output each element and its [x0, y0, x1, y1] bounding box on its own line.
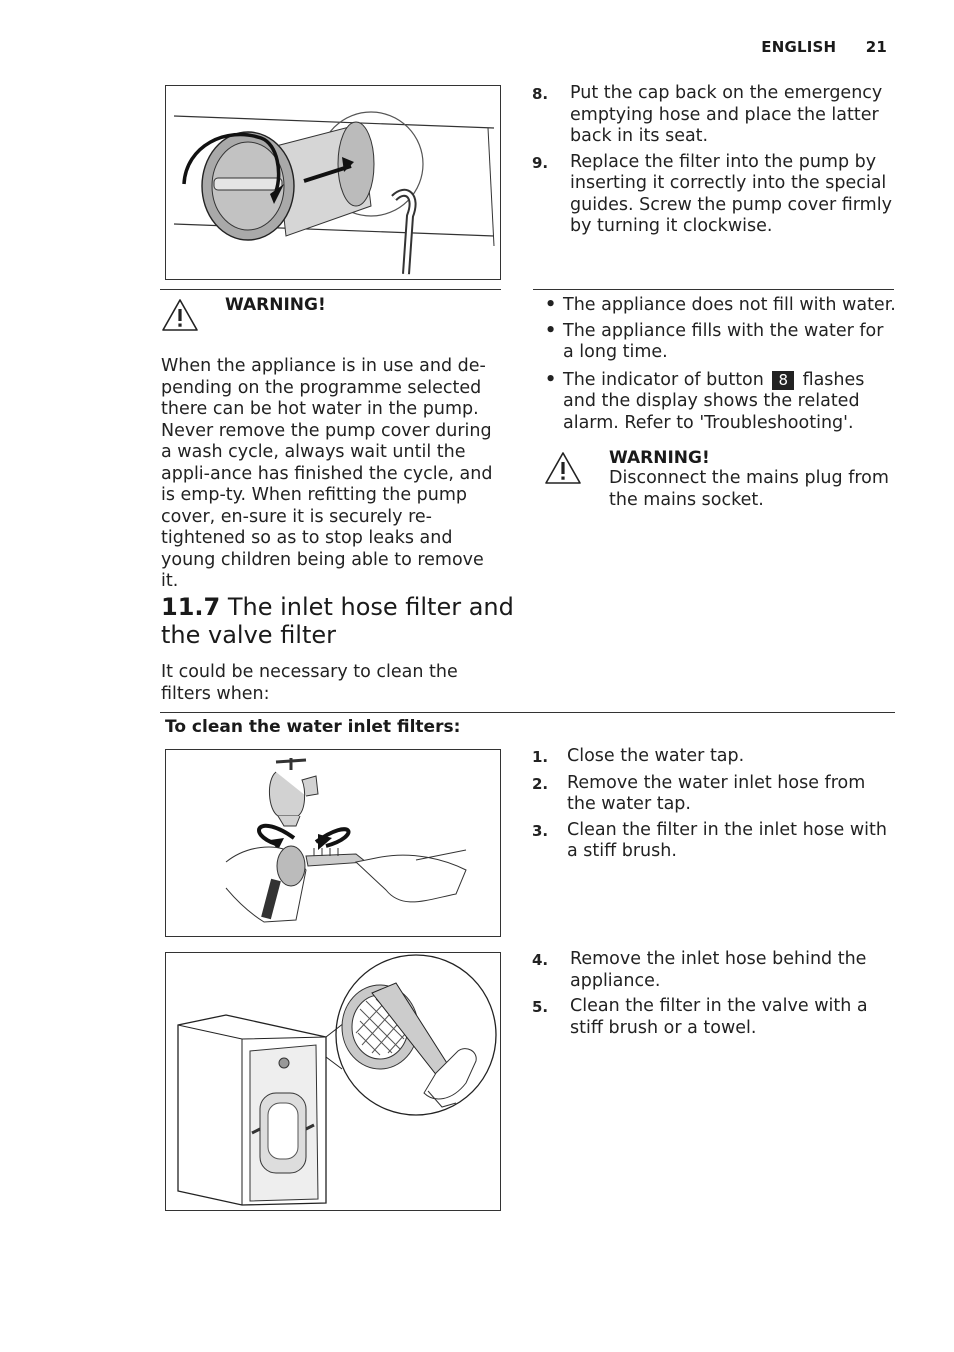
bullet-dot: •	[545, 295, 557, 315]
divider-right	[533, 289, 894, 290]
step-number: 9.	[532, 153, 549, 172]
step-item	[532, 949, 892, 992]
step-number: 5.	[532, 998, 549, 1016]
step-item	[532, 152, 892, 238]
valve-filter-illustration	[165, 952, 501, 1211]
steps-bottom	[532, 949, 892, 1039]
step-text: Clean the filter in the inlet hose with a stiff brush.	[567, 819, 887, 861]
step-item	[532, 773, 892, 816]
step-item	[532, 996, 892, 1039]
list-item-text	[563, 370, 897, 435]
list-item-text: The appliance fills with the water for a long time.	[563, 320, 884, 362]
list-item	[545, 295, 897, 317]
indicator-text-before: The indicator of button	[563, 369, 764, 390]
section-number: 11.7	[161, 593, 221, 621]
step-text: Close the water tap.	[567, 746, 745, 766]
tap-brush-drawing	[166, 750, 500, 936]
warning-title: WARNING!	[609, 448, 710, 468]
button-8-badge: 8	[772, 371, 794, 390]
pump-filter-drawing	[166, 86, 500, 279]
step-text: Remove the water inlet hose from the water tap.	[567, 772, 866, 814]
step-item	[532, 83, 892, 148]
step-text: Clean the filter in the valve with a stiff brush or a towel.	[570, 996, 868, 1038]
list-item-text: The appliance does not fill with water.	[563, 295, 896, 315]
divider-full	[160, 712, 895, 713]
step-text: Put the cap back on the emergency emptying hose and place the latter back in its seat.	[570, 83, 883, 146]
list-item	[545, 370, 897, 435]
warning-triangle-icon	[160, 297, 200, 333]
section-title: The inlet hose filter and the valve filter	[161, 593, 514, 649]
condition-list	[545, 295, 897, 438]
warning-triangle-icon	[543, 450, 583, 486]
page-number: 21	[865, 38, 887, 56]
warning-right	[609, 448, 899, 511]
indicator-text-after: flashes and the display shows the related alarm. Refer to 'Troubleshooting'.	[563, 369, 865, 433]
header-language: ENGLISH	[761, 38, 837, 56]
steps-top	[532, 83, 892, 238]
step-number: 2.	[532, 774, 549, 793]
subheading: To clean the water inlet filters:	[165, 717, 461, 737]
warning-title: WARNING!	[225, 295, 326, 315]
warning-text: Disconnect the mains plug from the mains socket.	[609, 468, 889, 510]
step-text: Remove the inlet hose behind the appliance.	[570, 949, 867, 991]
bullet-dot: •	[545, 320, 557, 341]
divider-left	[160, 289, 501, 290]
step-number: 4.	[532, 951, 549, 969]
step-item	[532, 820, 892, 863]
section-heading	[161, 593, 521, 649]
warning-text: When the appliance is in use and de-pending on the programme selected there can be hot water in the pump. Never remove the pump cover during a wash cycle, always wait until the appli-ance has finished the cycle, and is emp-ty. When refitting the pump cover, en-sure it is securely re-tightened so as to stop leaks and young children being able to remove it.	[161, 356, 493, 591]
machine-valve-drawing	[166, 953, 500, 1210]
inlet-hose-illustration	[165, 749, 501, 937]
step-text: Replace the filter into the pump by inserting it correctly into the special guides. Screw the pump cover firmly by turning it clockwise.	[570, 151, 892, 236]
steps-mid	[532, 746, 892, 863]
step-number: 8.	[532, 85, 549, 103]
pump-filter-illustration	[165, 85, 501, 280]
step-number: 1.	[532, 748, 549, 766]
list-item	[545, 321, 897, 364]
step-item	[532, 746, 892, 769]
step-number: 3.	[532, 821, 549, 840]
bullet-dot: •	[545, 369, 557, 390]
section-intro: It could be necessary to clean the filters when:	[161, 662, 458, 704]
page-header	[737, 38, 887, 56]
